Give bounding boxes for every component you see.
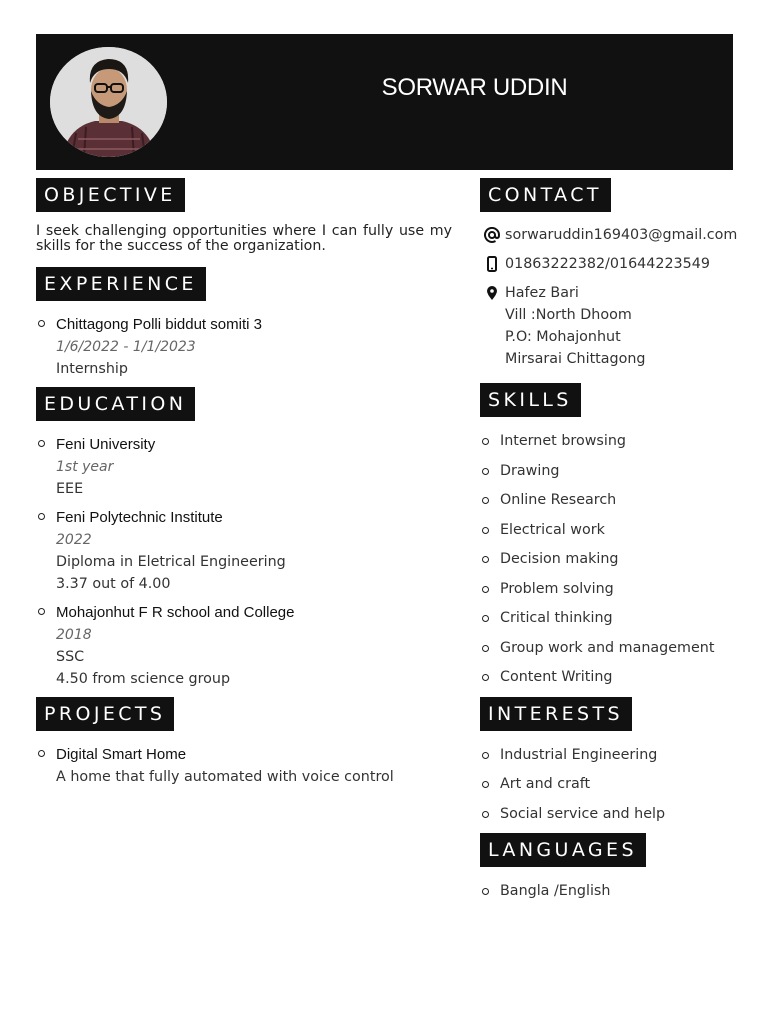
entry-date: 1/6/2022 - 1/1/2023 [56, 339, 196, 355]
entry-date: 1st year [56, 459, 114, 475]
entry-date: 2018 [56, 627, 92, 643]
list-item: Drawing [480, 461, 740, 481]
list-item [36, 744, 452, 788]
list-item [36, 602, 452, 690]
entry-detail: A home that fully automated with voice control [56, 769, 394, 785]
address-line: P.O: Mohajonhut [505, 329, 621, 345]
entry-title: Feni Polytechnic Institute [56, 509, 223, 526]
address-line: Vill :North Dhoom [505, 307, 632, 323]
resume-header [36, 34, 733, 170]
list-item: Problem solving [480, 579, 740, 599]
section-title-education: EDUCATION [36, 387, 195, 421]
entry-detail: 3.37 out of 4.00 [56, 576, 171, 592]
section-title-projects: PROJECTS [36, 697, 174, 731]
entry-detail: Internship [56, 361, 128, 377]
section-title-contact: CONTACT [480, 178, 611, 212]
section-title-skills: SKILLS [480, 383, 581, 417]
person-avatar-icon [50, 47, 167, 157]
address-line: Hafez Bari [505, 285, 579, 301]
list-item: Electrical work [480, 520, 740, 540]
phone-text: 01863222382/01644223549 [505, 256, 710, 272]
list-item: Industrial Engineering [480, 745, 740, 765]
section-title-languages: LANGUAGES [480, 833, 646, 867]
candidate-name: SORWAR UDDIN [381, 74, 568, 101]
list-item: Internet browsing [480, 431, 740, 451]
experience-list [36, 314, 452, 380]
entry-title: Digital Smart Home [56, 746, 187, 763]
section-title-experience: EXPERIENCE [36, 267, 206, 301]
entry-title: Mohajonhut F R school and College [56, 604, 295, 621]
map-pin-icon [484, 285, 500, 301]
contact-address [480, 282, 740, 370]
list-item [36, 314, 452, 380]
contact-list [480, 224, 740, 370]
section-title-objective: OBJECTIVE [36, 178, 185, 212]
languages-list [480, 881, 740, 901]
contact-email [480, 224, 740, 246]
education-list [36, 434, 452, 690]
section-title-interests: INTERESTS [480, 697, 632, 731]
list-item: Social service and help [480, 804, 740, 824]
profile-photo [50, 47, 167, 157]
entry-date: 2022 [56, 532, 92, 548]
list-item: Decision making [480, 549, 740, 569]
entry-detail: 4.50 from science group [56, 671, 231, 687]
contact-phone [480, 253, 740, 275]
entry-detail: EEE [56, 481, 84, 497]
list-item: Bangla /English [480, 881, 740, 901]
list-item: Online Research [480, 490, 740, 510]
entry-title: Chittagong Polli biddut somiti 3 [56, 316, 262, 333]
entry-detail: Diploma in Eletrical Engineering [56, 554, 286, 570]
objective-text: I seek challenging opportunities where I can fully use my skills for the success of the organization. [36, 223, 452, 254]
list-item [36, 507, 452, 595]
list-item: Art and craft [480, 774, 740, 794]
list-item: Content Writing [480, 667, 740, 687]
skills-list [480, 431, 740, 687]
entry-detail: SSC [56, 649, 85, 665]
address-line: Mirsarai Chittagong [505, 351, 646, 367]
right-column [480, 178, 740, 911]
email-text: sorwaruddin169403@gmail.com [505, 227, 738, 243]
left-column [36, 178, 452, 795]
at-sign-icon [484, 227, 500, 243]
list-item: Group work and management [480, 638, 740, 658]
list-item [36, 434, 452, 500]
list-item: Critical thinking [480, 608, 740, 628]
phone-icon [484, 256, 500, 272]
projects-list [36, 744, 452, 788]
interests-list [480, 745, 740, 824]
entry-title: Feni University [56, 436, 156, 453]
